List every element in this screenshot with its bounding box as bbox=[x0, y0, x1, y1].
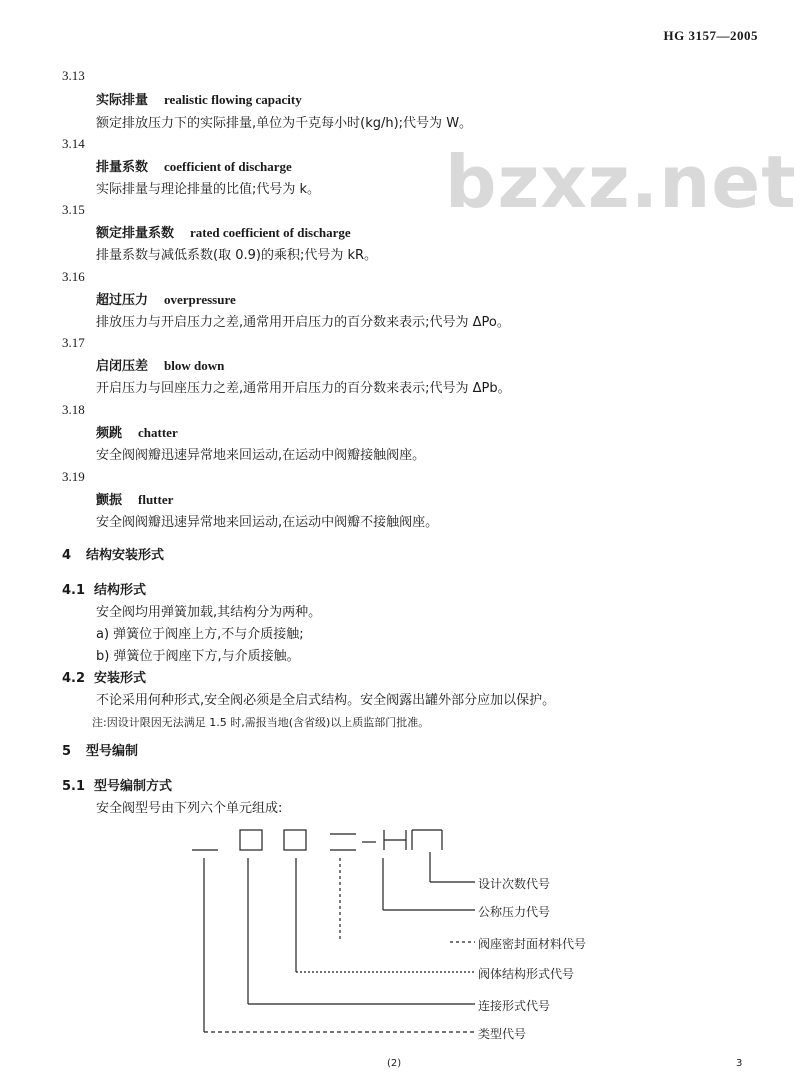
section-heading: 5 型号编制 bbox=[62, 744, 139, 759]
clause-definition: 实际排量与理论排量的比值;代号为 k。 bbox=[96, 182, 321, 197]
clause-term: 实际排量 realistic flowing capacity bbox=[96, 92, 302, 108]
diagram-label: 公称压力代号 bbox=[478, 905, 551, 919]
diagram-label: 设计次数代号 bbox=[478, 877, 551, 891]
clause-number: 3.14 bbox=[62, 136, 85, 151]
clause-definition: 排量系数与减低系数(取 0.9)的乘积;代号为 kR。 bbox=[96, 248, 378, 263]
clause-number: 3.18 bbox=[62, 402, 85, 417]
list-item: b) 弹簧位于阀座下方,与介质接触。 bbox=[96, 649, 300, 664]
diagram-label: 阀体结构形式代号 bbox=[478, 967, 575, 981]
clause-number: 3.19 bbox=[62, 469, 85, 484]
clause-number: 3.16 bbox=[62, 269, 85, 284]
model-code-diagram bbox=[180, 818, 640, 1048]
diagram-label: 连接形式代号 bbox=[478, 999, 551, 1013]
note-text: 注:因设计限因无法满足 1.5 时,需报当地(含省级)以上质监部门批准。 bbox=[92, 716, 430, 729]
diagram-label: 阀座密封面材料代号 bbox=[478, 937, 587, 951]
clause-term: 额定排量系数 rated coefficient of discharge bbox=[96, 225, 351, 241]
standard-code: HG 3157—2005 bbox=[663, 28, 758, 43]
clause-definition: 安全阀阀瓣迅速异常地来回运动,在运动中阀瓣不接触阀座。 bbox=[96, 515, 439, 530]
list-item: a) 弹簧位于阀座上方,不与介质接触; bbox=[96, 627, 304, 642]
clause-term: 超过压力 overpressure bbox=[96, 292, 236, 308]
clause-term: 频跳 chatter bbox=[96, 425, 178, 441]
clause-number: 3.15 bbox=[62, 202, 85, 217]
watermark: bzxz.net bbox=[445, 140, 797, 224]
diagram-label: 类型代号 bbox=[478, 1027, 527, 1041]
page-number: 3 bbox=[736, 1058, 743, 1069]
subsection-heading: 4.1 结构形式 bbox=[62, 583, 147, 598]
clause-definition: 开启压力与回座压力之差,通常用开启压力的百分数来表示;代号为 ΔPb。 bbox=[96, 381, 511, 396]
subsection-text: 安全阀均用弹簧加载,其结构分为两种。 bbox=[96, 605, 322, 620]
page-footer-center: (2) bbox=[387, 1058, 402, 1069]
clause-definition: 排放压力与开启压力之差,通常用开启压力的百分数来表示;代号为 ΔPo。 bbox=[96, 315, 510, 330]
section-heading: 4 结构安装形式 bbox=[62, 548, 165, 563]
clause-term: 颤振 flutter bbox=[96, 492, 174, 508]
clause-term: 排量系数 coefficient of discharge bbox=[96, 159, 292, 175]
subsection-text: 不论采用何种形式,安全阀必须是全启式结构。安全阀露出罐外部分应加以保护。 bbox=[96, 693, 556, 708]
clause-term: 启闭压差 blow down bbox=[96, 358, 225, 374]
subsection-text: 安全阀型号由下列六个单元组成: bbox=[96, 801, 283, 816]
clause-definition: 额定排放压力下的实际排量,单位为千克每小时(kg/h);代号为 W。 bbox=[96, 116, 473, 131]
clause-definition: 安全阀阀瓣迅速异常地来回运动,在运动中阀瓣接触阀座。 bbox=[96, 448, 426, 463]
clause-number: 3.17 bbox=[62, 335, 85, 350]
clause-number: 3.13 bbox=[62, 68, 85, 83]
subsection-heading: 4.2 安装形式 bbox=[62, 671, 147, 686]
subsection-heading: 5.1 型号编制方式 bbox=[62, 779, 173, 794]
